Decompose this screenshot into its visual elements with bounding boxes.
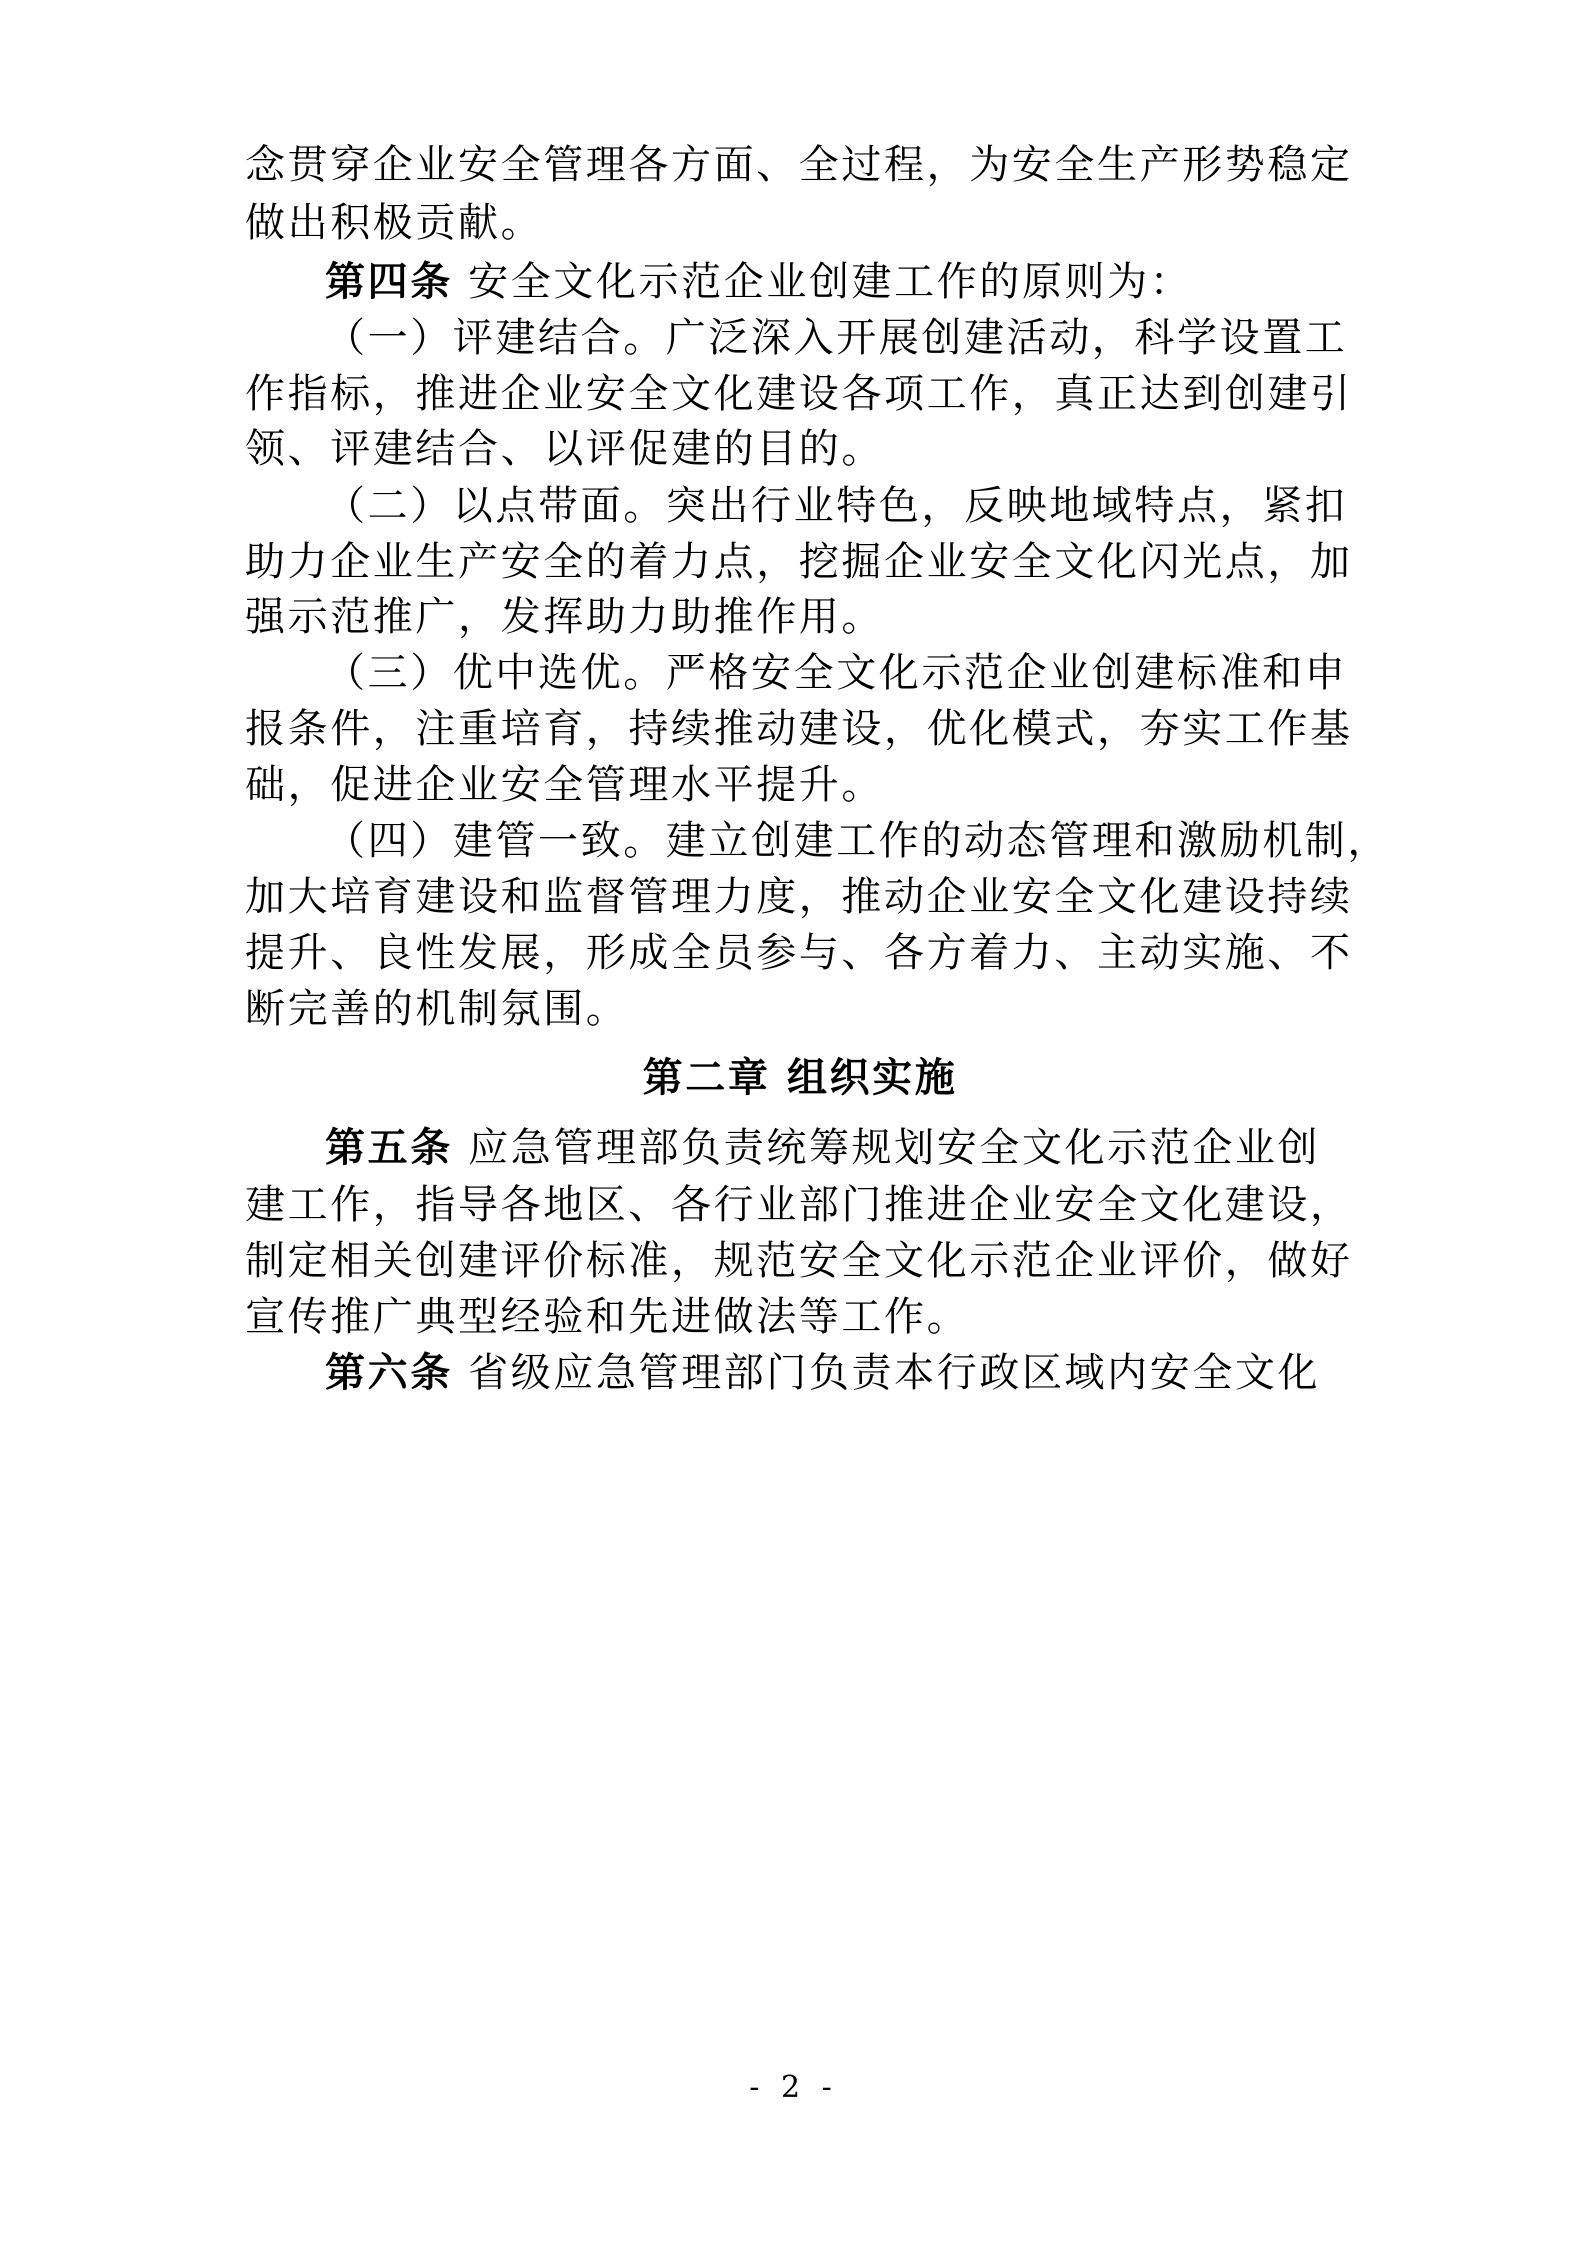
text-line: 建工作，指导各地区、各行业部门推进企业安全文化建设， <box>245 1182 1353 1228</box>
chapter-heading: 第二章 组织实施 <box>642 1055 958 1101</box>
text-line: 提升、良性发展，形成全员参与、各方着力、主动实施、不 <box>245 930 1353 976</box>
text-line: （一）评建结合。广泛深入开展创建活动，科学设置工 <box>325 315 1348 361</box>
text-line: 断完善的机制氛围。 <box>245 986 629 1032</box>
article-label: 第五条 <box>325 1125 453 1171</box>
text-line: （四）建管一致。建立创建工作的动态管理和激励机制， <box>325 818 1390 864</box>
article-text: 安全文化示范企业创建工作的原则为： <box>468 259 1193 305</box>
text-line: 础，促进企业安全管理水平提升。 <box>245 762 884 808</box>
article-label: 第六条 <box>325 1350 453 1396</box>
text-line: 做出积极贡献。 <box>245 200 544 246</box>
article-text: 应急管理部负责统筹规划安全文化示范企业创 <box>468 1125 1321 1171</box>
text-line: 念贯穿企业安全管理各方面、全过程，为安全生产形势稳定 <box>245 142 1353 188</box>
page-number: - 2 - <box>749 2070 838 2105</box>
article-6-line <box>325 1348 1355 1398</box>
article-text: 省级应急管理部门负责本行政区域内安全文化 <box>468 1350 1321 1396</box>
text-line: 加大培育建设和监督管理力度，推动企业安全文化建设持续 <box>245 874 1353 920</box>
text-line: 报条件，注重培育，持续推动建设，优化模式，夯实工作基 <box>245 706 1353 752</box>
article-5-line <box>325 1123 1355 1173</box>
text-line: 制定相关创建评价标准，规范安全文化示范企业评价，做好 <box>245 1238 1353 1284</box>
text-line: （三）优中选优。严格安全文化示范企业创建标准和申 <box>325 650 1348 696</box>
article-4-line <box>325 257 1355 307</box>
article-label: 第四条 <box>325 259 453 305</box>
text-line: 助力企业生产安全的着力点，挖掘企业安全文化闪光点，加 <box>245 539 1353 585</box>
text-line: 领、评建结合、以评促建的目的。 <box>245 426 884 472</box>
text-line: （二）以点带面。突出行业特色，反映地域特点，紧扣 <box>325 483 1348 529</box>
text-line: 强示范推广，发挥助力助推作用。 <box>245 594 884 640</box>
text-line: 宣传推广典型经验和先进做法等工作。 <box>245 1294 970 1340</box>
text-line: 作指标，推进企业安全文化建设各项工作，真正达到创建引 <box>245 371 1353 417</box>
